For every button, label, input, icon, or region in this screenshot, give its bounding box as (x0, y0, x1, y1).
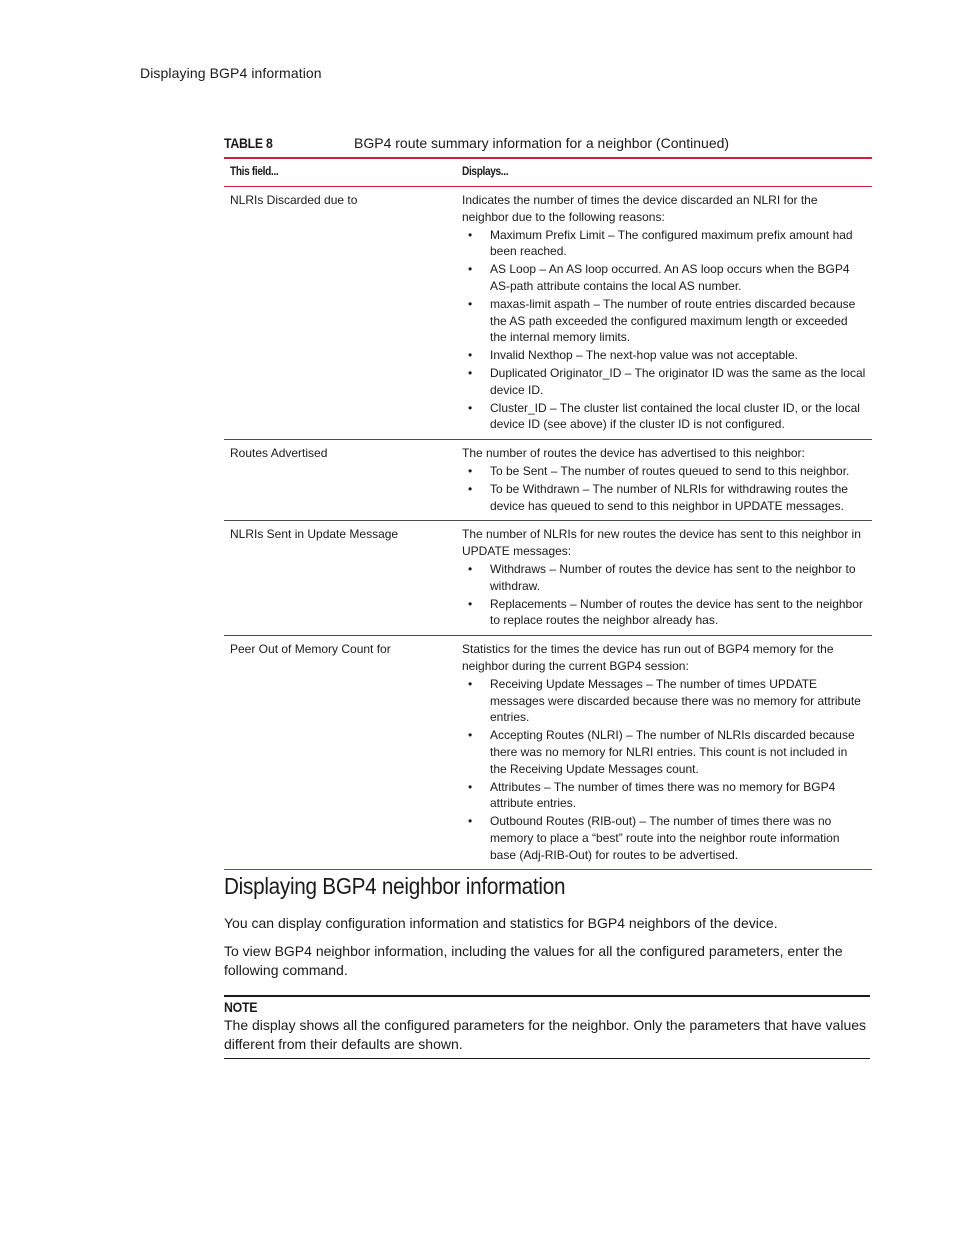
bullet-item (462, 365, 866, 399)
description-lead: The number of NLRIs for new routes the device has sent to this neighbor in UPDATE messages: (462, 527, 861, 559)
field-cell: Peer Out of Memory Count for (224, 636, 456, 870)
bullet-item (462, 727, 866, 777)
instruction-paragraph: To view BGP4 neighbor information, including the values for all the configured parameters, enter the following command. (224, 943, 843, 978)
column-header-displays: Displays... (456, 159, 872, 187)
bullet-text: Attributes – The number of times there was no memory for BGP4 attribute entries. (490, 779, 836, 811)
bullet-list (462, 227, 866, 434)
table-label: TABLE 8 (224, 135, 273, 151)
bullet-dot-icon: • (468, 728, 473, 743)
intro-paragraph: You can display configuration information and statistics for BGP4 neighbors of the device. (224, 915, 778, 931)
table-header-row (224, 159, 872, 187)
bullet-text: Duplicated Originator_ID – The originator ID was the same as the local device ID. (490, 365, 866, 397)
route-summary-table (224, 159, 872, 870)
bullet-dot-icon: • (468, 262, 473, 277)
bullet-dot-icon: • (468, 348, 473, 363)
bullet-item (462, 596, 866, 630)
description-cell (456, 636, 872, 870)
description-lead: The number of routes the device has advertised to this neighbor: (462, 446, 805, 461)
running-head: Displaying BGP4 information (140, 65, 322, 81)
bullet-dot-icon: • (468, 561, 473, 576)
description-cell (456, 187, 872, 440)
column-header-field: This field... (224, 159, 456, 187)
bullet-item (462, 296, 866, 346)
field-cell: Routes Advertised (224, 440, 456, 521)
bullet-item (462, 561, 866, 595)
description-cell (456, 440, 872, 521)
table-title: BGP4 route summary information for a neighbor (Continued) (354, 135, 730, 151)
bullet-dot-icon: • (468, 676, 473, 691)
bullet-dot-icon: • (468, 596, 473, 611)
section-heading: Displaying BGP4 neighbor information (224, 873, 566, 899)
bullet-item (462, 481, 866, 515)
bullet-list (462, 463, 866, 514)
bullet-text: Maximum Prefix Limit – The configured maximum prefix amount had been reached. (490, 227, 853, 259)
note-bottom-rule (224, 1058, 870, 1059)
bullet-text: Accepting Routes (NLRI) – The number of NLRIs discarded because there was no memory for NLRI entries. This count is not included in the Receiving Update Messages count. (490, 728, 855, 776)
bullet-text: AS Loop – An AS loop occurred. An AS loop occurs when the BGP4 AS-path attribute contains the local AS number. (490, 262, 850, 293)
field-cell: NLRIs Discarded due to (224, 187, 456, 440)
bullet-item (462, 676, 866, 726)
bullet-dot-icon: • (468, 779, 473, 794)
bullet-item (462, 400, 866, 434)
bullet-text: Outbound Routes (RIB-out) – The number of times there was no memory to place a “best” route into the neighbor route information base (Adj-RIB-Out) for routes to be advertised. (490, 814, 840, 862)
bullet-dot-icon: • (468, 365, 473, 380)
bullet-text: Replacements – Number of routes the device has sent to the neighbor to replace routes the neighbor already has. (490, 596, 863, 628)
bullet-text: Cluster_ID – The cluster list contained the local cluster ID, or the local device ID (see above) if the cluster ID is not configured. (490, 400, 860, 432)
bullet-dot-icon: • (468, 400, 473, 415)
bullet-text: Receiving Update Messages – The number of times UPDATE messages were discarded because there was no memory for attribute entries. (490, 676, 861, 725)
table-row (224, 521, 872, 636)
bullet-item (462, 227, 866, 261)
bullet-text: To be Withdrawn – The number of NLRIs for withdrawing routes the device has queued to send to this neighbor in UPDATE messages. (490, 481, 848, 513)
note-text: The display shows all the configured parameters for the neighbor. Only the parameters that have values different from their defaults are shown. (224, 1017, 867, 1052)
table-row (224, 440, 872, 521)
note-top-rule (224, 995, 870, 997)
bullet-text: Withdraws – Number of routes the device has sent to the neighbor to withdraw. (490, 561, 856, 593)
bullet-dot-icon: • (468, 463, 473, 478)
bullet-item (462, 779, 866, 813)
bullet-dot-icon: • (468, 227, 473, 242)
bullet-text: To be Sent – The number of routes queued to send to this neighbor. (490, 463, 850, 478)
bullet-item (462, 261, 866, 295)
table-caption (224, 135, 872, 157)
bullet-dot-icon: • (468, 814, 473, 829)
bullet-dot-icon: • (468, 296, 473, 311)
bullet-list (462, 561, 866, 629)
bullet-text: maxas-limit aspath – The number of route entries discarded because the AS path exceeded the configured maximum length or exceeded the internal memory limits. (490, 296, 856, 345)
bullet-dot-icon: • (468, 481, 473, 496)
description-lead: Indicates the number of times the device discarded an NLRI for the neighbor due to the following reasons: (462, 193, 818, 224)
bullet-item (462, 813, 866, 863)
description-cell (456, 521, 872, 636)
description-lead: Statistics for the times the device has run out of BGP4 memory for the neighbor during the current BGP4 session: (462, 642, 834, 673)
note-label: NOTE (224, 999, 258, 1015)
table-row (224, 636, 872, 870)
bullet-list (462, 676, 866, 864)
bullet-item (462, 463, 866, 480)
bullet-text: Invalid Nexthop – The next-hop value was not acceptable. (490, 348, 798, 363)
field-cell: NLRIs Sent in Update Message (224, 521, 456, 636)
bullet-item (462, 347, 866, 364)
table-row (224, 187, 872, 440)
table-container (224, 159, 872, 870)
